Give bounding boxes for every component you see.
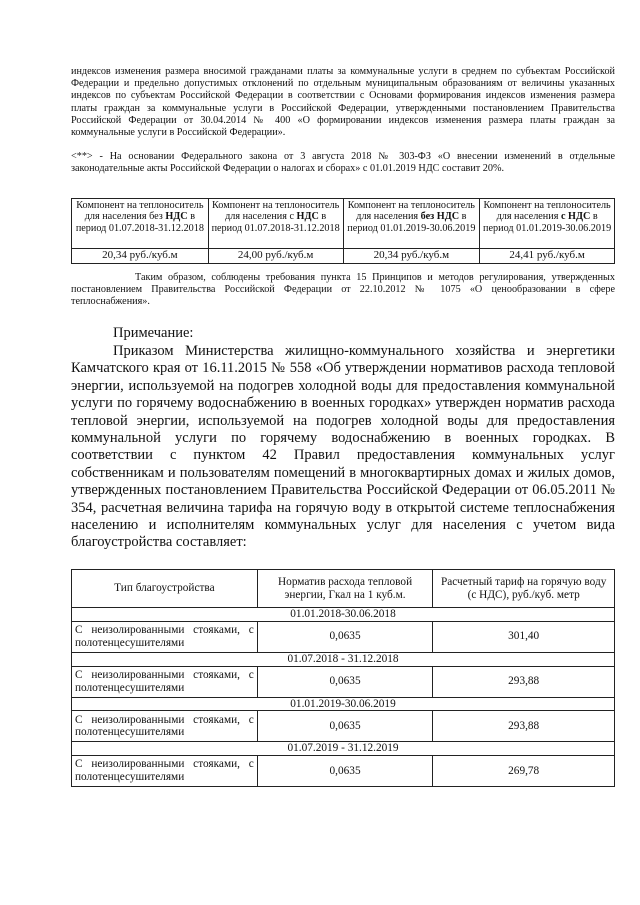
component-header-1: Компонент на теплоноситель для населения без НДС в период 01.07.2018-31.12.2018 bbox=[72, 199, 209, 249]
tariff-value-cell: 293,88 bbox=[433, 666, 615, 697]
tariff-header-norm: Норматив расхода тепловой энергии, Гкал на 1 куб.м. bbox=[257, 570, 433, 608]
note-title: Примечание: bbox=[113, 325, 194, 341]
tariff-period-row bbox=[72, 697, 615, 711]
tariff-type-cell: С неизолированными стояками, с полотенцесушителями bbox=[72, 711, 258, 742]
tariff-period-row bbox=[72, 652, 615, 666]
tariff-row bbox=[72, 666, 615, 697]
tariff-type-cell: С неизолированными стояками, с полотенцесушителями bbox=[72, 621, 258, 652]
component-table-header-row bbox=[72, 199, 615, 249]
paragraph-index-basis: индексов изменения размера вносимой гражданами платы за коммунальные услуги в среднем по субъектам Российской Федерации и предельно допустимых отклонений по отдельным муниципальным образованиям от величины указанных индексов по субъектам Российской Федерации в соответствии с Основами формирования индексов изменения размера платы граждан за коммунальные услуги в Российской Федерации, утвержденными постановлением Правительства Российской Федерации от 30.04.2014 № 400 «О формировании индексов изменения размера платы граждан за коммунальные услуги в Российской Федерации». bbox=[71, 66, 615, 139]
component-table-value-row bbox=[72, 249, 615, 264]
tariff-period-row bbox=[72, 608, 615, 622]
tariff-type-cell: С неизолированными стояками, с полотенцесушителями bbox=[72, 756, 258, 787]
tariff-header-type: Тип благоустройства bbox=[72, 570, 258, 608]
component-header-3: Компонент на теплоноситель для населения без НДС в период 01.01.2019-30.06.2019 bbox=[343, 199, 480, 249]
tariff-norm-cell: 0,0635 bbox=[257, 621, 433, 652]
note-body: Приказом Министерства жилищно-коммунального хозяйства и энергетики Камчатского края от 16.11.2015 № 558 «Об утверждении нормативов расхода тепловой энергии, используемой на подогрев холодной воды для предоставления коммунальной услуги по горячему водоснабжению в военных городках» утвержден норматив расхода тепловой энергии, используемой на подогрев холодной воды для предоставления коммунальной услуги по горячему водоснабжению в военных городках. В соответствии с пунктом 42 Правил предоставления коммунальных услуг собственникам и пользователям помещений в многоквартирных домах и жилых домов, утвержденных постановлением Правительства Российской Федерации от 06.05.2011 № 354, расчетная величина тарифа на горячую воду в открытой системе теплоснабжения населению и исполнителям коммунальных услуг для населения с учетом вида благоустройства составляет: bbox=[71, 343, 615, 551]
tariff-period-row bbox=[72, 742, 615, 756]
tariff-norm-cell: 0,0635 bbox=[257, 666, 433, 697]
tariff-period: 01.07.2019 - 31.12.2019 bbox=[72, 742, 615, 756]
component-value-3: 20,34 руб./куб.м bbox=[343, 249, 480, 264]
component-value-2: 24,00 руб./куб.м bbox=[208, 249, 343, 264]
paragraph-compliance: Таким образом, соблюдены требования пункта 15 Принципов и методов регулирования, утвержденных постановлением Правительства Российской Федерации от 22.10.2012 № 1075 «О ценообразовании в сфере теплоснабжения». bbox=[71, 272, 615, 308]
component-header-2: Компонент на теплоноситель для населения с НДС в период 01.07.2018-31.12.2018 bbox=[208, 199, 343, 249]
component-value-1: 20,34 руб./куб.м bbox=[72, 249, 209, 264]
tariff-table-header-row bbox=[72, 570, 615, 608]
tariff-value-cell: 293,88 bbox=[433, 711, 615, 742]
tariff-value-cell: 269,78 bbox=[433, 756, 615, 787]
tariff-period: 01.01.2018-30.06.2018 bbox=[72, 608, 615, 622]
tariff-table bbox=[71, 569, 615, 787]
tariff-period: 01.01.2019-30.06.2019 bbox=[72, 697, 615, 711]
tariff-type-cell: С неизолированными стояками, с полотенцесушителями bbox=[72, 666, 258, 697]
tariff-row bbox=[72, 711, 615, 742]
tariff-norm-cell: 0,0635 bbox=[257, 711, 433, 742]
tariff-header-tariff: Расчетный тариф на горячую воду (с НДС), руб./куб. метр bbox=[433, 570, 615, 608]
tariff-value-cell: 301,40 bbox=[433, 621, 615, 652]
tariff-norm-cell: 0,0635 bbox=[257, 756, 433, 787]
tariff-row bbox=[72, 756, 615, 787]
component-header-4: Компонент на теплоноситель для населения с НДС в период 01.01.2019-30.06.2019 bbox=[480, 199, 615, 249]
tariff-period: 01.07.2018 - 31.12.2018 bbox=[72, 652, 615, 666]
paragraph-vat-footnote: <**> - На основании Федерального закона от 3 августа 2018 № 303-ФЗ «О внесении изменений в отдельные законодательные акты Российской Федерации о налогах и сборах» с 01.01.2019 НДС составит 20%. bbox=[71, 151, 615, 175]
component-value-4: 24,41 руб./куб.м bbox=[480, 249, 615, 264]
component-table bbox=[71, 198, 615, 264]
tariff-row bbox=[72, 621, 615, 652]
